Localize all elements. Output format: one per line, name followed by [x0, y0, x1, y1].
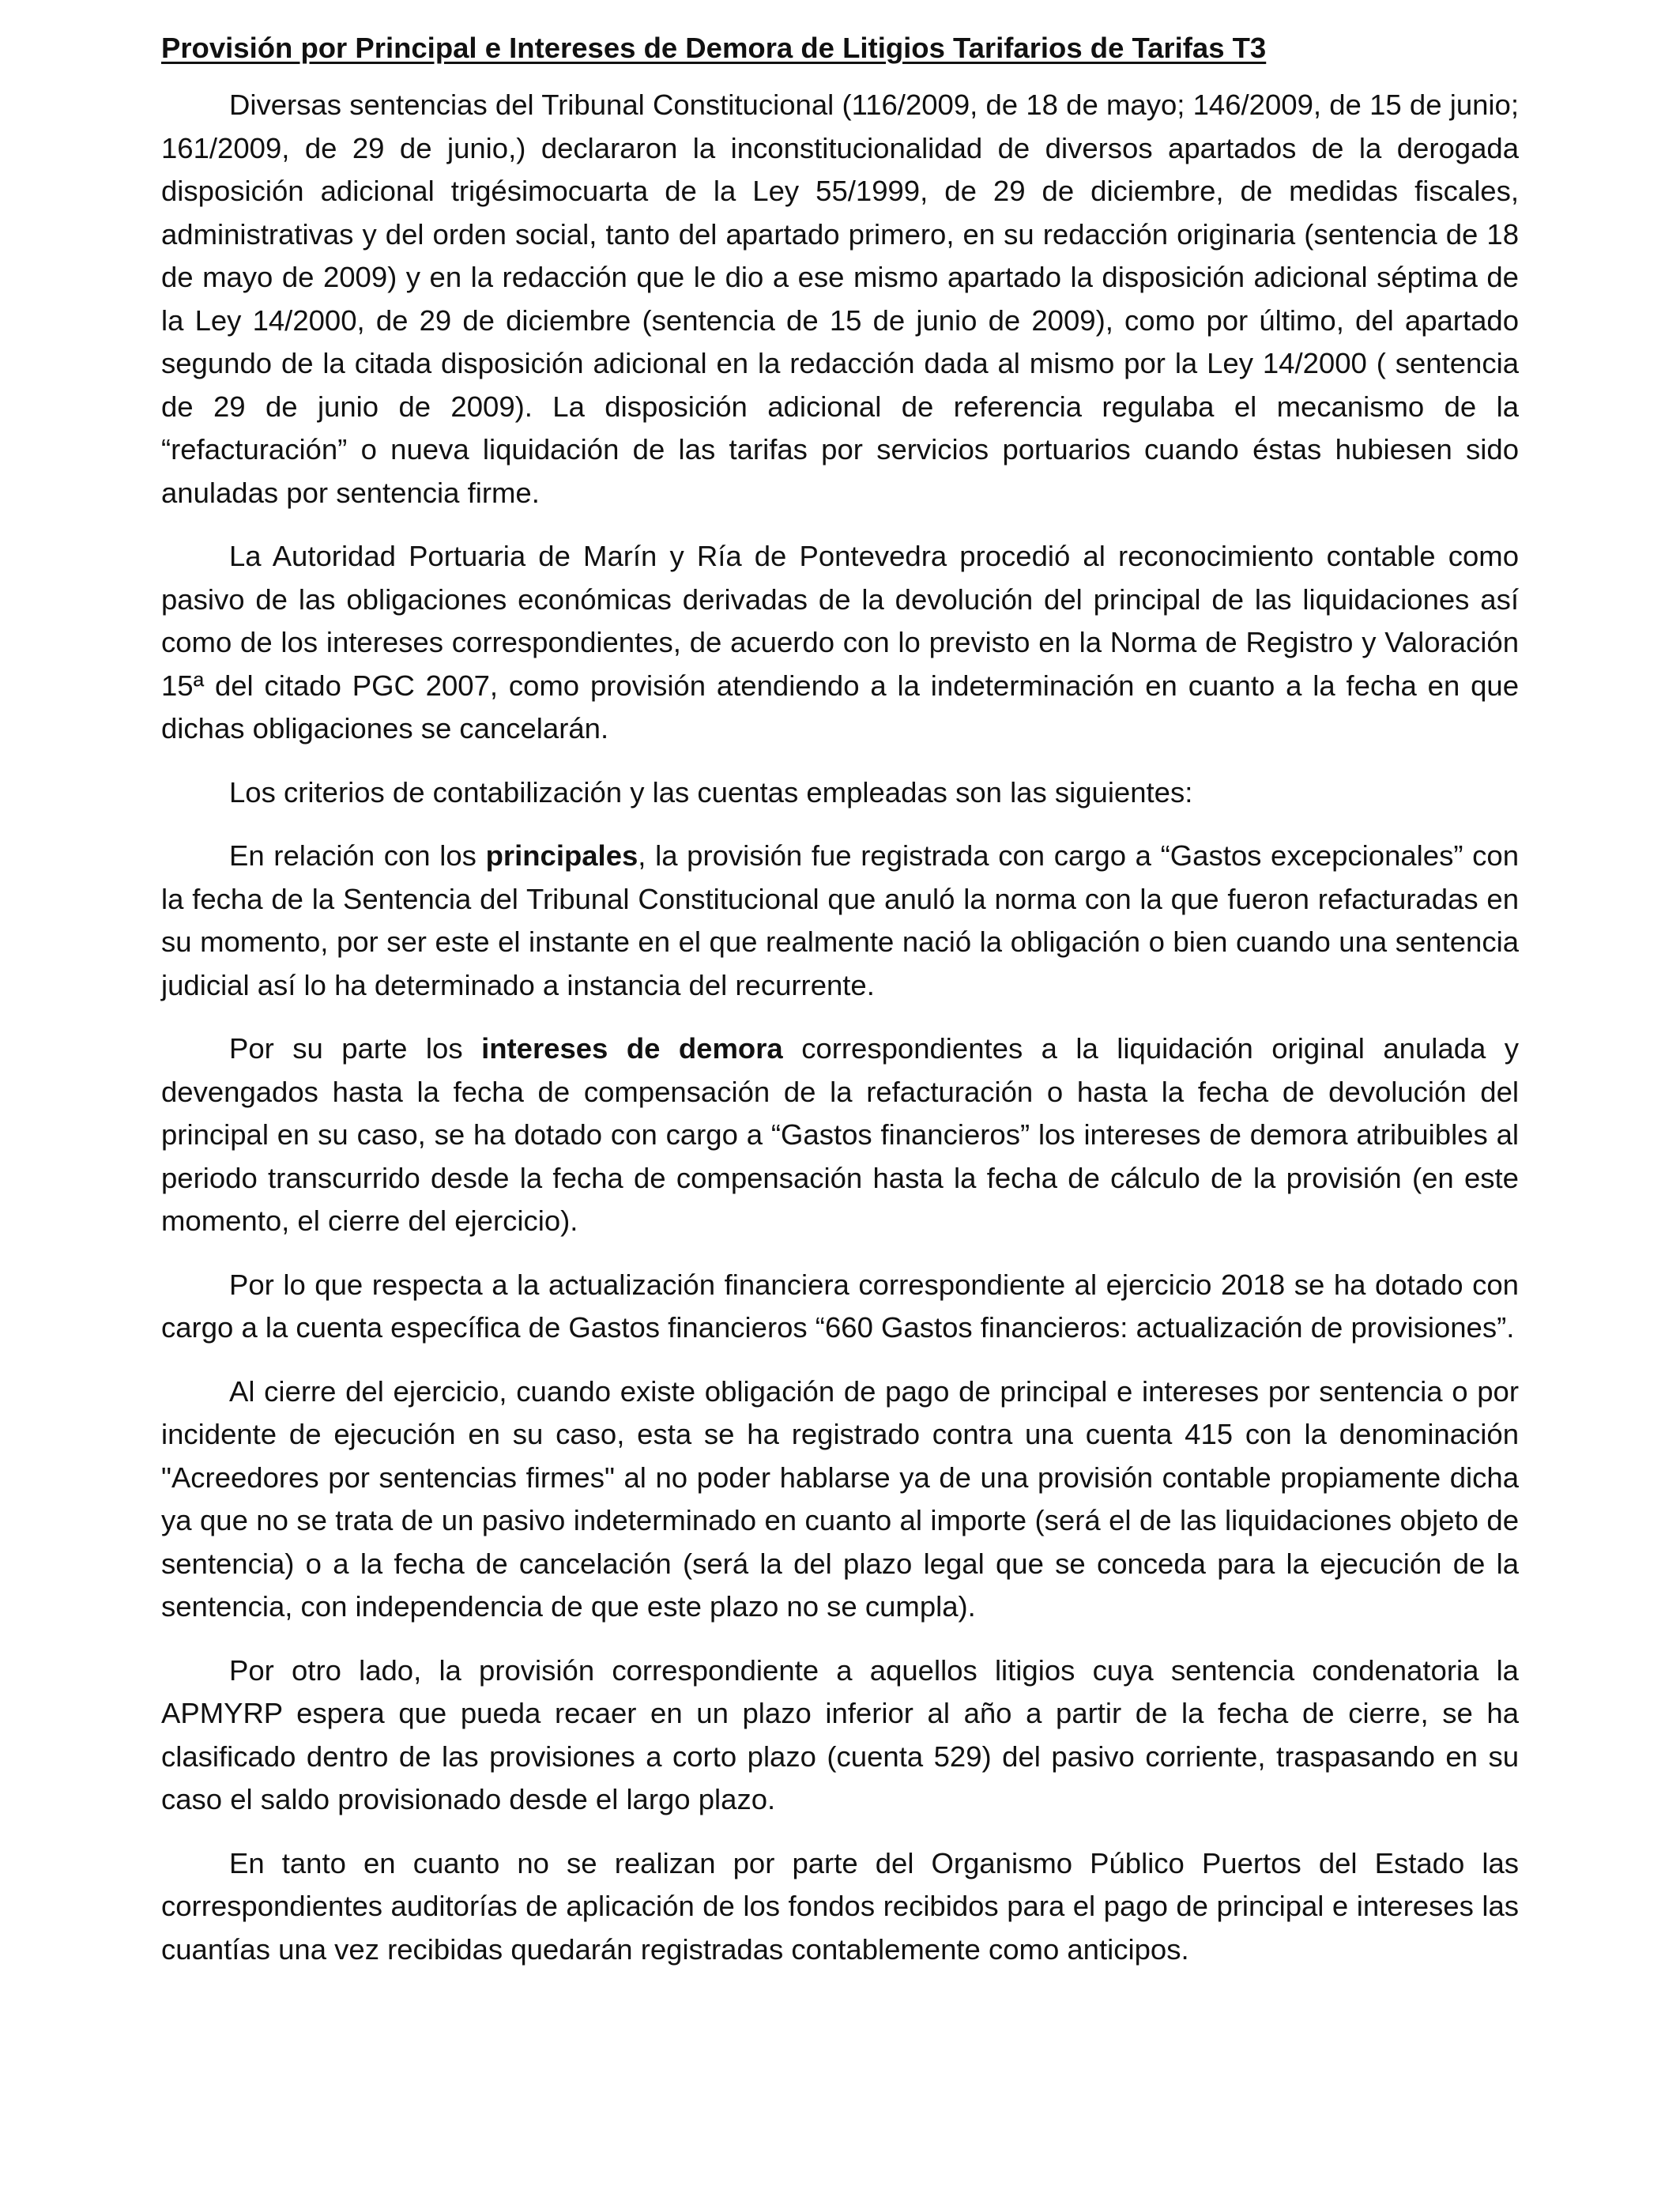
- paragraph-principales-lead: En relación con los: [229, 839, 486, 872]
- paragraph-intereses-lead: Por su parte los: [229, 1032, 482, 1065]
- paragraph-principales: [161, 835, 1519, 1007]
- paragraph-cierre-ejercicio: Al cierre del ejercicio, cuando existe obligación de pago de principal e intereses por sentencia o por incidente de ejecución en su caso, esta se ha registrado contra una cuenta 415 con la denominación "Acreedores por sentencias firmes" al no poder hablarse ya de una provisión contable propiamente dicha ya que no se trata de un pasivo indeterminado en cuanto al importe (será el de las liquidaciones objeto de sentencia) o a la fecha de cancelación (será la del plazo legal que se conceda para la ejecución de la sentencia, con independencia de que este plazo no se cumpla).: [161, 1374, 1519, 1623]
- intereses-emphasis: intereses de demora: [481, 1032, 783, 1065]
- paragraph-actualizacion: Por lo que respecta a la actualización financiera correspondiente al ejercicio 2018 se ha dotado con cargo a la cuenta específica de Gastos financieros “660 Gastos financieros: actualización de provisiones”.: [161, 1268, 1519, 1344]
- paragraph-principales-body: , la provisión fue registrada con cargo a “Gastos excepcionales” con la fecha de la Sentencia del Tribunal Constitucional que anuló la norma con la que fueron refacturadas en su momento, por ser este el instante en el que realmente nació la obligación o bien cuando una sentencia judicial así lo ha determinado a instancia del recurrente.: [161, 839, 1519, 1001]
- document-title: Provisión por Principal e Intereses de Demora de Litigios Tarifarios de Tarifas T3: [161, 32, 1267, 64]
- document-page: [161, 24, 1519, 1992]
- paragraph-criterios: Los criterios de contabilización y las cuentas empleadas son las siguientes:: [229, 775, 1193, 809]
- paragraph-reconocimiento-contable: La Autoridad Portuaria de Marín y Ría de Pontevedra procedió al reconocimiento contable como pasivo de las obligaciones económicas derivadas de la devolución del principal de las liquidaciones así como de los intereses correspondientes, de acuerdo con lo previsto en la Norma de Registro y Valoración 15ª del citado PGC 2007, como provisión atendiendo a la indeterminación en cuanto a la fecha en que dichas obligaciones se cancelarán.: [161, 540, 1519, 745]
- paragraph-intereses: [161, 1027, 1519, 1243]
- paragraph-corto-plazo: Por otro lado, la provisión correspondiente a aquellos litigios cuya sentencia condenatoria la APMYRP espera que pueda recaer en un plazo inferior al año a partir de la fecha de cierre, se ha clasificado dentro de las provisiones a corto plazo (cuenta 529) del pasivo corriente, traspasando en su caso el saldo provisionado desde el largo plazo.: [161, 1653, 1519, 1815]
- paragraph-sentencias: Diversas sentencias del Tribunal Constitucional (116/2009, de 18 de mayo; 146/2009, de 15 de junio; 161/2009, de 29 de junio,) declararon la inconstitucionalidad de diversos apartados de la derogada disposición adicional trigésimocuarta de la Ley 55/1999, de 29 de diciembre, de medidas fiscales, administrativas y del orden social, tanto del apartado primero, en su redacción originaria (sentencia de 18 de mayo de 2009) y en la redacción que le dio a ese mismo apartado la disposición adicional séptima de la Ley 14/2000, de 29 de diciembre (sentencia de 15 de junio de 2009), como por último, del apartado segundo de la citada disposición adicional en la redacción dada al mismo por la Ley 14/2000 ( sentencia de 29 de junio de 2009). La disposición adicional de referencia regulaba el mecanismo de la “refacturación” o nueva liquidación de las tarifas por servicios portuarios cuando éstas hubiesen sido anuladas por sentencia firme.: [161, 89, 1519, 509]
- principales-emphasis: principales: [485, 839, 638, 872]
- paragraph-anticipos: En tanto en cuanto no se realizan por parte del Organismo Público Puertos del Estado las correspondientes auditorías de aplicación de los fondos recibidos para el pago de principal e intereses las cuantías una vez recibidas quedarán registradas contablemente como anticipos.: [161, 1846, 1519, 1966]
- paragraph-intereses-body: correspondientes a la liquidación original anulada y devengados hasta la fecha de compensación de la refacturación o hasta la fecha de devolución del principal en su caso, se ha dotado con cargo a “Gastos financieros” los intereses de demora atribuibles al periodo transcurrido desde la fecha de compensación hasta la fecha de cálculo de la provisión (en este momento, el cierre del ejercicio).: [161, 1032, 1520, 1237]
